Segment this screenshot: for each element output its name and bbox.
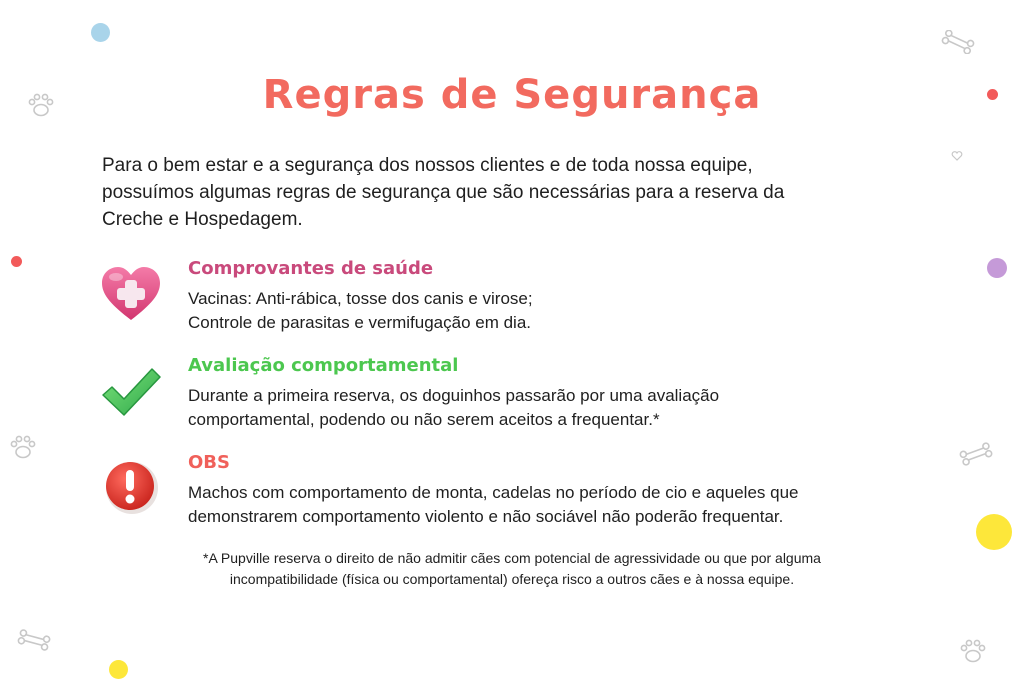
bone-icon [958, 442, 994, 466]
decor-dot-red-left [11, 256, 22, 267]
paw-print-icon [8, 432, 38, 462]
footnote [112, 548, 912, 590]
rule-item-behavior [100, 355, 920, 435]
rule-text-line: demonstrarem comportamento violento e não sociável não poderão frequentar. [188, 507, 784, 526]
decor-dot-blue [91, 23, 110, 42]
rule-text-line: Vacinas: Anti-rábica, tosse dos canis e virose; [188, 289, 533, 308]
decor-dot-yellow-large [976, 514, 1012, 550]
decor-dot-yellow-small [109, 660, 128, 679]
page-title: Regras de Segurança [262, 72, 762, 118]
intro-paragraph [102, 152, 942, 233]
check-mark-icon [100, 361, 162, 423]
rule-item-obs [100, 452, 920, 532]
intro-line: Para o bem estar e a segurança dos nossos clientes e de toda nossa equipe, [102, 155, 753, 176]
decor-dot-purple [987, 258, 1007, 278]
rule-text-line: Controle de parasitas e vermifugação em dia. [188, 313, 532, 332]
rule-text-line: Machos com comportamento de monta, cadelas no período de cio e aqueles que [188, 483, 799, 502]
rule-heading-obs: OBS [188, 452, 230, 473]
heart-plus-icon [100, 264, 162, 326]
rule-heading-behavior: Avaliação comportamental [188, 355, 459, 376]
rule-item-health [100, 258, 920, 338]
intro-line: Creche e Hospedagem. [102, 209, 303, 230]
bone-icon [16, 628, 52, 652]
rule-text-line: Durante a primeira reserva, os doguinhos passarão por uma avaliação [188, 386, 720, 405]
footnote-line: *A Pupville reserva o direito de não admitir cães com potencial de agressividade ou que por alguma [203, 550, 821, 566]
intro-line: possuímos algumas regras de segurança que são necessárias para a reserva da [102, 182, 785, 203]
rule-heading-health: Comprovantes de saúde [188, 258, 434, 279]
bone-icon [940, 30, 976, 54]
small-heart-icon [951, 150, 963, 162]
exclamation-icon [100, 456, 162, 518]
rule-text-line: comportamental, podendo ou não serem aceitos a frequentar.* [188, 410, 660, 429]
footnote-line: incompatibilidade (física ou comportamental) ofereça risco a outros cães e à nossa equipe. [229, 571, 795, 587]
paw-print-icon [958, 636, 988, 666]
